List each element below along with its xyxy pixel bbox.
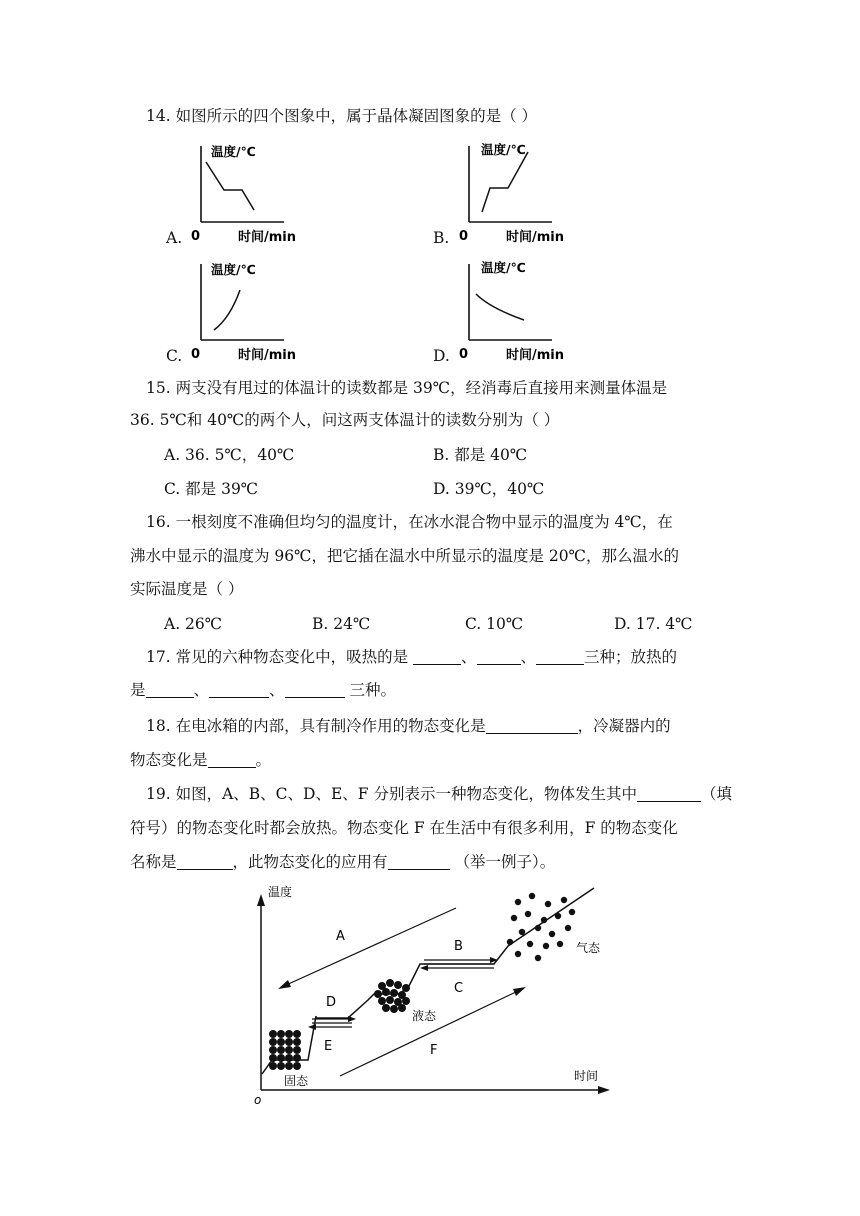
label-solid: 固态 bbox=[284, 1074, 309, 1088]
q19-blank-3[interactable] bbox=[388, 853, 450, 870]
graph-a-xlabel: 时间/min bbox=[238, 230, 297, 245]
q17-text: 是 bbox=[130, 681, 146, 699]
q14-option-a-letter: A. bbox=[166, 229, 183, 247]
q17-blank-2[interactable] bbox=[477, 648, 521, 665]
graph-c-ylabel: 温度/℃ bbox=[211, 262, 256, 277]
graph-a-origin: 0 bbox=[191, 229, 201, 244]
q19-blank-1[interactable] bbox=[637, 785, 701, 802]
q15-line-1: 15. 两支没有甩过的体温计的读数都是 39℃，经消毒后直接用来测量体温是 bbox=[146, 379, 668, 397]
q16-option-c[interactable]: C. 10℃ bbox=[465, 615, 524, 633]
gas-particles-icon bbox=[507, 893, 575, 961]
arrow-f bbox=[340, 990, 520, 1076]
q19-text: 19. 如图，A、B、C、D、E、F 分别表示一种物态变化，物体发生其中 bbox=[146, 785, 637, 803]
q18-text: ，冷凝器内的 bbox=[577, 717, 671, 735]
graph-a-ylabel: 温度/℃ bbox=[211, 144, 256, 159]
arrow-f-head-icon bbox=[513, 987, 526, 996]
q19-text: ，此物态变化的应用有 bbox=[232, 853, 388, 871]
q17-line-1 bbox=[146, 646, 677, 668]
q19-blank-2[interactable] bbox=[177, 853, 233, 870]
arrow-c-icon bbox=[420, 965, 428, 971]
y-axis-arrow-icon bbox=[257, 894, 265, 906]
graph-b-ylabel: 温度/℃ bbox=[481, 142, 526, 157]
solid-particles-icon bbox=[269, 1030, 301, 1070]
q19-line-2: 符号）的物态变化时都会放热。物态变化 F 在生活中有很多利用，F 的物态变化 bbox=[130, 819, 678, 837]
q17-text: 17. 常见的六种物态变化中，吸热的是 bbox=[146, 648, 414, 666]
q16-option-a[interactable]: A. 26℃ bbox=[164, 615, 223, 633]
label-d: D bbox=[326, 995, 337, 1010]
graph-c-origin: 0 bbox=[191, 347, 201, 362]
q15-option-b[interactable]: B. 都是 40℃ bbox=[433, 446, 528, 464]
q17-blank-6[interactable] bbox=[285, 681, 345, 698]
arrow-b-icon bbox=[490, 957, 498, 963]
q14-option-c-letter: C. bbox=[166, 347, 183, 365]
q17-blank-4[interactable] bbox=[146, 681, 194, 698]
diagram-ylabel: 温度 bbox=[268, 885, 293, 899]
q14-option-d-letter: D. bbox=[433, 347, 450, 365]
graph-b-origin: 0 bbox=[459, 229, 469, 244]
q15-option-c[interactable]: C. 都是 39℃ bbox=[164, 480, 259, 498]
q14-graph-a[interactable] bbox=[186, 138, 316, 248]
q18-blank-2[interactable] bbox=[208, 751, 256, 768]
q17-blank-5[interactable] bbox=[209, 681, 269, 698]
q17-line-2 bbox=[130, 679, 396, 701]
q16-line-2: 沸水中显示的温度为 96℃，把它插在温水中所显示的温度是 20℃，那么温水的 bbox=[130, 547, 679, 565]
q19-line-1 bbox=[146, 783, 732, 805]
q14-graph-c[interactable] bbox=[186, 256, 316, 366]
graph-d-ylabel: 温度/℃ bbox=[481, 260, 526, 275]
q18-blank-1[interactable] bbox=[486, 717, 578, 734]
q19-phase-diagram[interactable] bbox=[248, 882, 628, 1110]
q14-graph-b[interactable] bbox=[454, 138, 584, 248]
q18-line-1 bbox=[146, 715, 671, 737]
arrow-e-icon bbox=[308, 1024, 316, 1030]
graph-d-origin: 0 bbox=[459, 347, 469, 362]
label-gas: 气态 bbox=[576, 941, 601, 955]
label-liquid: 液态 bbox=[412, 1009, 437, 1023]
q15-line-2: 36. 5℃和 40℃的两个人，问这两支体温计的读数分别为（ ） bbox=[130, 411, 560, 429]
q17-text: 三种。 bbox=[344, 681, 396, 699]
q17-separator: 、 bbox=[269, 681, 285, 699]
q16-option-d[interactable]: D. 17. 4℃ bbox=[614, 615, 693, 633]
diagram-origin: o bbox=[254, 1093, 262, 1107]
graph-b-xlabel: 时间/min bbox=[506, 230, 565, 245]
q17-blank-1[interactable] bbox=[413, 648, 461, 665]
q19-text: （举一例子）。 bbox=[449, 853, 556, 871]
q14-graph-d[interactable] bbox=[454, 256, 584, 366]
q17-separator: 、 bbox=[461, 648, 477, 666]
q17-text: 三种；放热的 bbox=[584, 648, 678, 666]
heating-curve bbox=[262, 888, 594, 1074]
graph-c-xlabel: 时间/min bbox=[238, 348, 297, 363]
diagram-xlabel: 时间 bbox=[574, 1069, 599, 1083]
graph-d-xlabel: 时间/min bbox=[506, 348, 565, 363]
q14-option-b-letter: B. bbox=[433, 229, 450, 247]
liquid-particles-icon bbox=[374, 979, 410, 1013]
x-axis-arrow-icon bbox=[598, 1086, 610, 1094]
label-f: F bbox=[430, 1043, 438, 1058]
q15-option-d[interactable]: D. 39℃，40℃ bbox=[433, 480, 545, 498]
q17-separator: 、 bbox=[193, 681, 210, 699]
label-c: C bbox=[454, 981, 464, 996]
q16-option-b[interactable]: B. 24℃ bbox=[312, 615, 371, 633]
q18-text: 物态变化是 bbox=[130, 751, 208, 769]
arrow-a-head-icon bbox=[278, 980, 291, 989]
arrow-a bbox=[284, 908, 456, 986]
q14-stem: 14. 如图所示的四个图象中，属于晶体凝固图象的是（ ） bbox=[146, 107, 538, 125]
q18-line-2 bbox=[130, 749, 271, 771]
arrow-d-icon bbox=[348, 1016, 356, 1022]
q17-blank-3[interactable] bbox=[536, 648, 584, 665]
q16-line-3: 实际温度是（ ） bbox=[130, 580, 244, 598]
q15-option-a[interactable]: A. 36. 5℃，40℃ bbox=[164, 446, 295, 464]
q17-separator: 、 bbox=[520, 648, 537, 666]
q18-text: 。 bbox=[255, 751, 272, 769]
q18-text: 18. 在电冰箱的内部，具有制冷作用的物态变化是 bbox=[146, 717, 486, 735]
label-b: B bbox=[454, 939, 463, 954]
label-e: E bbox=[324, 1039, 333, 1054]
q19-text: 名称是 bbox=[130, 853, 177, 871]
q16-line-1: 16. 一根刻度不准确但均匀的温度计，在冰水混合物中显示的温度为 4℃，在 bbox=[146, 513, 673, 531]
label-a: A bbox=[336, 929, 345, 944]
q19-text: （填 bbox=[700, 785, 732, 803]
q19-line-3 bbox=[130, 851, 555, 873]
